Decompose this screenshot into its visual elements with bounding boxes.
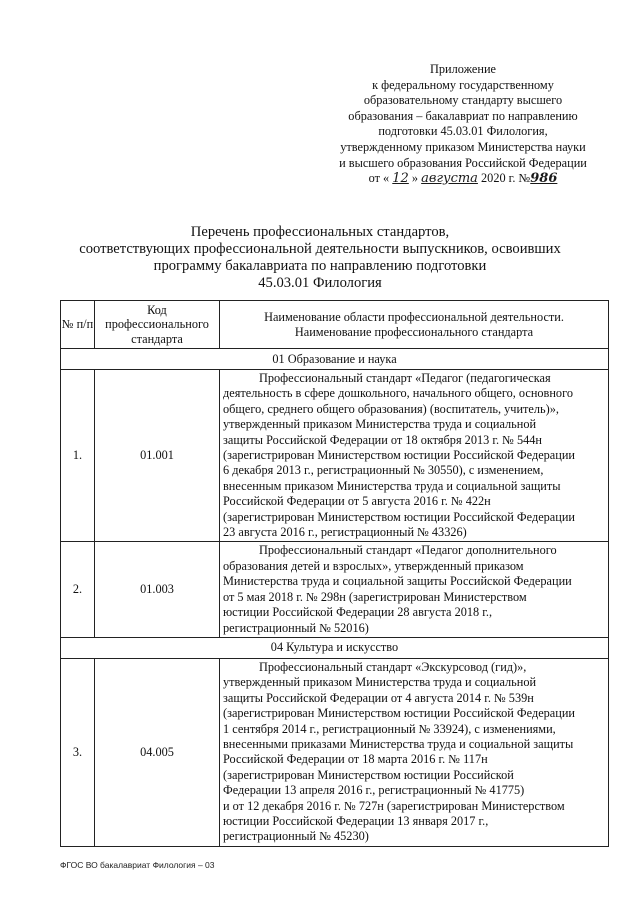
table-row	[61, 658, 609, 846]
appendix-line: к федеральному государственному	[372, 77, 554, 92]
section-title: 04 Культура и искусство	[61, 637, 609, 658]
table-row	[61, 542, 609, 637]
desc-line: (зарегистрирован Министерством юстиции Российской Федерации	[223, 706, 576, 721]
desc-line: и от 12 декабря 2016 г. № 727н (зарегистрирован Министерством	[223, 798, 565, 813]
header-num: № п/п	[61, 301, 95, 349]
section-title: 01 Образование и наука	[61, 349, 609, 370]
desc-line: 1 сентября 2014 г., регистрационный № 33924), с изменениями,	[223, 721, 556, 736]
document-title	[60, 224, 580, 292]
row-code: 04.005	[95, 658, 220, 846]
desc-line: регистрационный № 45230)	[223, 829, 369, 844]
desc-line: Российской Федерации от 18 марта 2016 г. № 117н	[223, 752, 488, 767]
header-name	[220, 301, 609, 349]
title-line: Перечень профессиональных стандартов,	[190, 224, 450, 240]
desc-line: от 5 мая 2018 г. № 298н (зарегистрирован Министерством	[223, 589, 527, 604]
title-line: соответствующих профессиональной деятельности выпускников, освоивших	[79, 241, 561, 257]
appendix-line: Приложение	[430, 62, 496, 76]
title-line: программу бакалавриата по направлению подготовки	[153, 258, 487, 274]
desc-line: Российской Федерации от 5 августа 2016 г. № 422н	[223, 494, 491, 509]
row-description	[220, 658, 609, 846]
desc-line: Профессиональный стандарт «Экскурсовод (гид)»,	[259, 659, 527, 674]
page-footer: ФГОС ВО бакалавриат Филология – 03	[60, 860, 215, 870]
desc-line: 6 декабря 2013 г., регистрационный № 30550), с изменением,	[223, 463, 544, 478]
appendix-line: и высшего образования Российской Федерации	[339, 155, 587, 170]
desc-line: защиты Российской Федерации от 4 августа 2014 г. № 539н	[223, 690, 534, 705]
desc-line: деятельность в сфере дошкольного, начального общего, основного	[223, 386, 573, 401]
title-line: 45.03.01 Филология	[258, 275, 382, 291]
order-date-line	[320, 171, 606, 187]
header-code: Код профессионального стандарта	[95, 301, 220, 349]
desc-line: (зарегистрирован Министерством юстиции Российской Федерации	[223, 509, 576, 524]
handwritten-month: августа	[421, 171, 478, 187]
section-row	[61, 349, 609, 370]
desc-line: образования детей и взрослых», утвержденный приказом	[223, 558, 524, 573]
desc-line: утвержденный приказом Министерства труда и социальной	[223, 675, 537, 690]
appendix-line: утвержденному приказом Министерства науки	[340, 139, 586, 154]
desc-line: внесенным приказом Министерства труда и социальной защиты	[223, 478, 561, 493]
date-prefix: от «	[368, 171, 390, 186]
desc-line: 23 августа 2016 г., регистрационный № 43326)	[223, 525, 467, 540]
desc-line: Профессиональный стандарт «Педагог (педагогическая	[259, 371, 551, 385]
header-name-line: Наименование области профессиональной деятельности.	[264, 310, 564, 324]
row-num: 3.	[61, 658, 95, 846]
desc-line: (зарегистрирован Министерством юстиции Российской Федерации	[223, 448, 576, 463]
standards-table	[60, 300, 609, 847]
row-description	[220, 542, 609, 637]
desc-line: утвержденный приказом Министерства труда и социальной	[223, 417, 537, 432]
appendix-line: образовательному стандарту высшего	[363, 93, 563, 108]
desc-line: юстиции Российской Федерации 28 августа 2018 г.,	[223, 605, 493, 620]
handwritten-order-number: 986	[530, 171, 558, 187]
row-num: 1.	[61, 370, 95, 542]
row-num: 2.	[61, 542, 95, 637]
table-header-row	[61, 301, 609, 349]
desc-line: Министерства труда и социальной защиты Российской Федерации	[223, 574, 572, 589]
desc-line: внесенными приказами Министерства труда и социальной защиты	[223, 736, 574, 751]
desc-line: Профессиональный стандарт «Педагог дополнительного	[259, 543, 557, 558]
desc-line: общего, среднего общего образования) (воспитатель, учитель)»,	[223, 401, 559, 416]
handwritten-day: 12	[392, 171, 409, 187]
desc-line: Федерации 13 апреля 2016 г., регистрационный № 41775)	[223, 783, 525, 798]
date-year: 2020 г. №	[481, 171, 531, 186]
desc-line: (зарегистрирован Министерством юстиции Российской	[223, 767, 514, 782]
table-row	[61, 370, 609, 542]
date-mid: »	[411, 171, 419, 186]
desc-line: защиты Российской Федерации от 18 октября 2013 г. № 544н	[223, 432, 542, 447]
desc-line: регистрационный № 52016)	[223, 620, 369, 635]
appendix-line: подготовки 45.03.01 Филология,	[378, 124, 548, 139]
row-code: 01.003	[95, 542, 220, 637]
row-code: 01.001	[95, 370, 220, 542]
appendix-block	[320, 62, 606, 187]
header-name-line: Наименование профессионального стандарта	[294, 324, 534, 339]
row-description	[220, 370, 609, 542]
appendix-line: образования – бакалавриат по направлению	[348, 108, 578, 123]
section-row	[61, 637, 609, 658]
desc-line: юстиции Российской Федерации 13 января 2017 г.,	[223, 813, 489, 828]
